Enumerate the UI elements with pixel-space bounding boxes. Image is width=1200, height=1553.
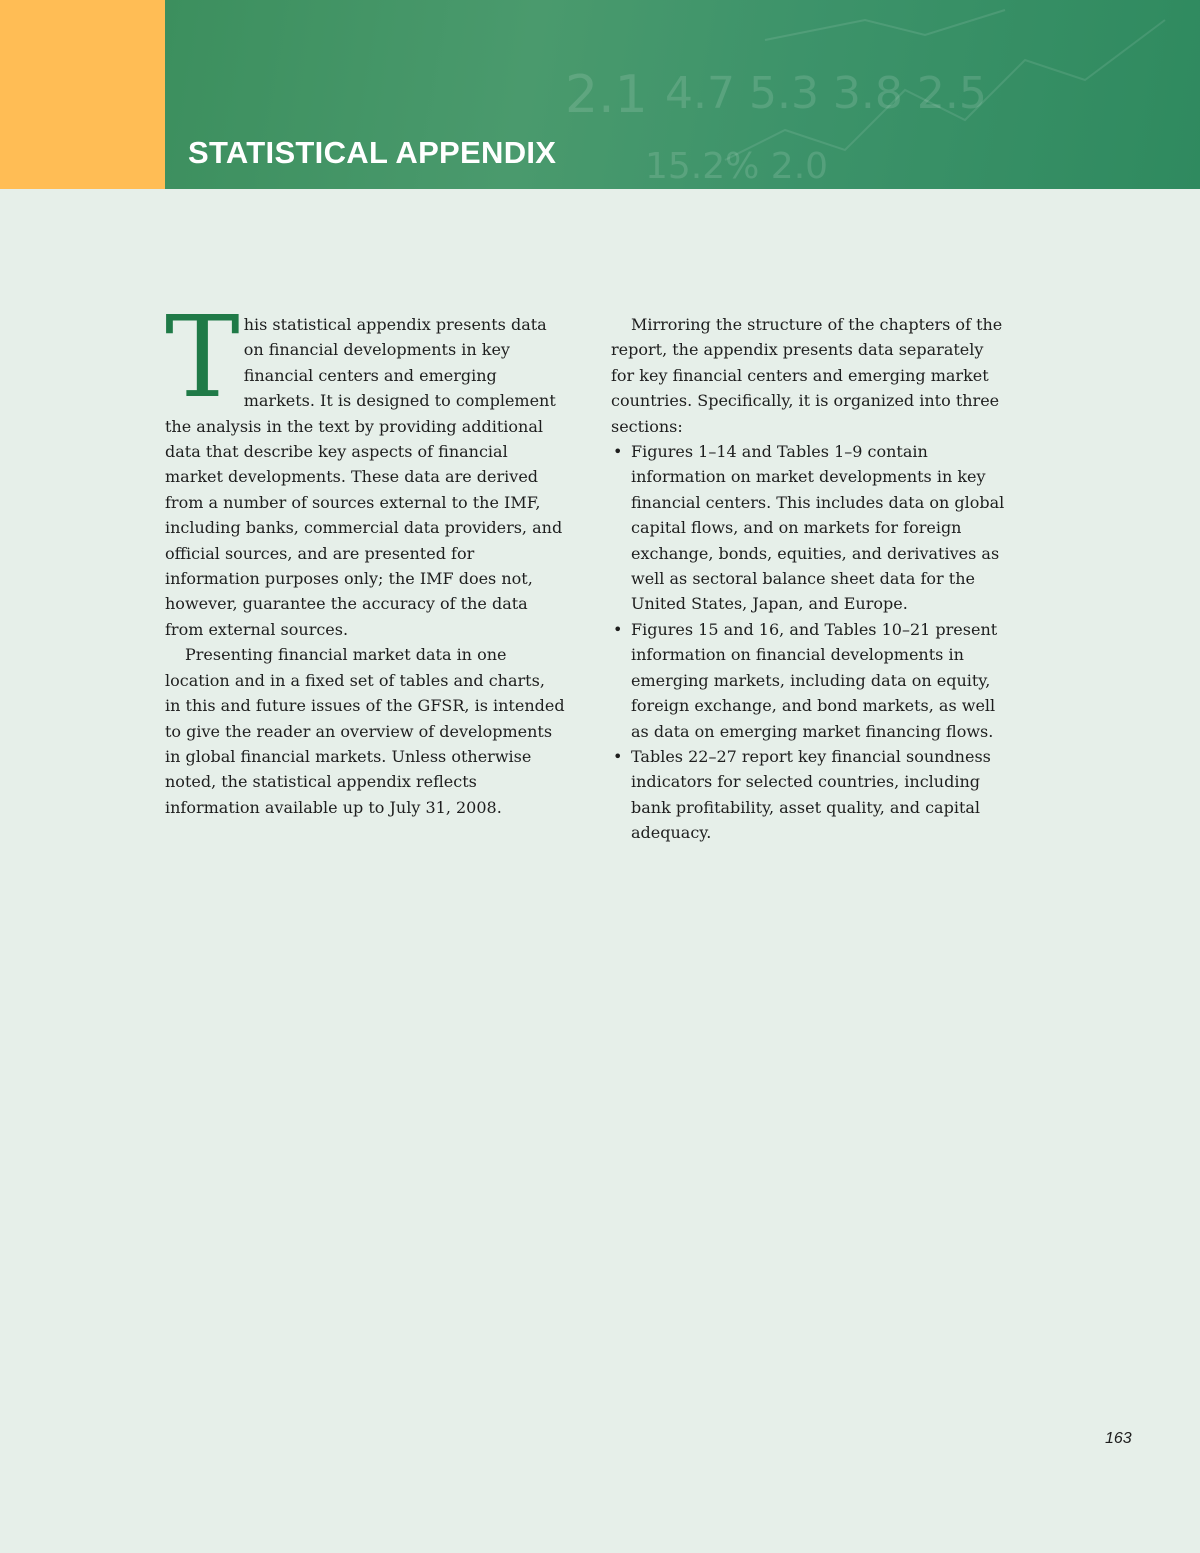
list-item [611,439,1011,617]
page-number: 163 [1105,1430,1132,1447]
list-item-text: Figures 15 and 16, and Tables 10–21 present information on financial developments in emerging markets, including data on equity, foreign exchange, and bond markets, as well as data on emerging market financing flows. [631,619,998,741]
list-item-text: Figures 1–14 and Tables 1–9 contain information on market developments in key financial centers. This includes data on global capital flows, and on markets for foreign exchange, bonds, equities, and derivatives as well as sectoral balance sheet data for the United States, Japan, and Europe. [631,442,1005,614]
orange-accent-block [0,0,165,189]
left-column [165,293,565,820]
list-item [611,744,1011,846]
intro-paragraph-text: his statistical appendix presents data on financial developments in key financial centers and emerging markets. It is designed to complement the analysis in the text by providing additional data that describe key aspects of financial market developments. These data are derived from a number of sources external to the IMF, including banks, commercial data providers, and official sources, and are presented for information purposes only; the IMF does not, however, guarantee the accuracy of the data from external sources. [165,315,563,639]
banner-figure-2: 4.7 5.3 3.8 2.5 [665,68,987,119]
section-title: STATISTICAL APPENDIX [188,135,557,170]
list-item [611,617,1011,744]
banner-figure-3: 15.2% 2.0 [645,146,829,187]
structure-paragraph: Mirroring the structure of the chapters of the report, the appendix presents data separately for key financial centers and emerging market countries. Specifically, it is organized into three sections: [611,315,1003,436]
bullet-icon: • [613,442,623,462]
list-item-text: Tables 22–27 report key financial soundness indicators for selected countries, including bank profitability, asset quality, and capital adequacy. [631,746,991,843]
intro-paragraph [165,293,565,642]
right-column [611,312,1011,846]
drop-cap-letter: T [165,293,240,423]
second-paragraph: Presenting financial market data in one location and in a fixed set of tables and charts, in this and future issues of the GFSR, is intended to give the reader an overview of developments in global financial markets. Unless otherwise noted, the statistical appendix reflects information available up to July 31, 2008. [165,645,565,817]
banner-figure-1: 2.1 [565,65,648,125]
bullet-icon: • [613,619,623,639]
bullet-icon: • [613,746,623,766]
sections-list [611,439,1011,846]
